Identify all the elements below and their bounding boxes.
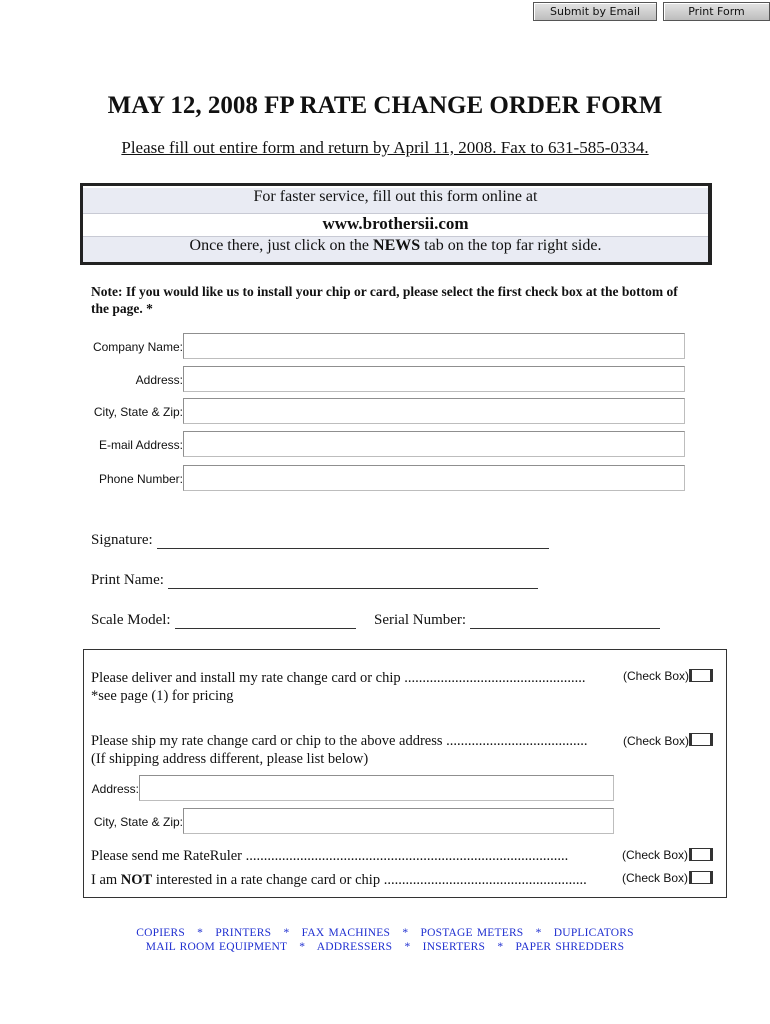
serial-number-line[interactable]	[470, 628, 660, 629]
email-address-label: E-mail Address:	[98, 438, 183, 452]
rateruler-text: Please send me RateRuler .........................................................................................	[91, 848, 569, 864]
print-name-label: Print Name:	[91, 572, 164, 588]
footer-products-line-2: MAIL ROOM EQUIPMENT * ADDRESSERS * INSERTERS * PAPER SHREDDERS	[145, 941, 625, 953]
city-state-zip-field[interactable]	[183, 398, 685, 424]
install-note: Note: If you would like us to install your chip or card, please select the first check box at the bottom of the page. *	[91, 284, 678, 316]
scale-model-line[interactable]	[175, 628, 356, 629]
scale-model-label: Scale Model:	[91, 612, 171, 628]
not-interested-text	[91, 871, 587, 889]
print-name-line[interactable]	[168, 588, 538, 589]
not-emphasis: NOT	[120, 872, 153, 888]
deliver-install-text: Please deliver and install my rate change card or chip ..................................................	[91, 670, 586, 686]
signature-label: Signature:	[91, 532, 153, 548]
ship-address-label: Address:	[91, 782, 139, 796]
company-name-label: Company Name:	[92, 340, 183, 354]
online-line-3-pre: Once there, just click on the	[189, 237, 374, 254]
rateruler-checkbox[interactable]	[689, 848, 713, 861]
online-notice-box	[80, 183, 712, 265]
page-title: MAY 12, 2008 FP RATE CHANGE ORDER FORM	[107, 92, 663, 119]
address-label: Address:	[135, 373, 183, 387]
phone-number-label: Phone Number:	[98, 472, 183, 486]
pricing-note: *see page (1) for pricing	[91, 688, 234, 704]
website-text: www.brothersii.com	[322, 214, 469, 233]
address-field[interactable]	[183, 366, 685, 392]
online-line-1: For faster service, fill out this form online at	[83, 188, 708, 213]
check-box-label: (Check Box)	[623, 669, 690, 683]
check-box-label: (Check Box)	[623, 734, 690, 748]
signature-line[interactable]	[157, 548, 549, 549]
ship-chip-checkbox[interactable]	[689, 733, 713, 746]
footer-products-line-1: COPIERS * PRINTERS * FAX MACHINES * POSTAGE METERS * DUPLICATORS	[136, 927, 634, 939]
shipping-address-note: (If shipping address different, please list below)	[91, 751, 369, 767]
page-subtitle: Please fill out entire form and return by April 11, 2008. Fax to 631-585-0334.	[121, 138, 649, 157]
not-interested-pre: I am	[91, 872, 121, 888]
serial-number-label: Serial Number:	[374, 612, 467, 628]
check-box-label: (Check Box)	[622, 848, 689, 862]
ship-address-field[interactable]	[139, 775, 614, 801]
news-text: NEWS	[373, 237, 421, 254]
ship-chip-text: Please ship my rate change card or chip to the above address .......................................	[91, 733, 588, 749]
print-form-button[interactable]: Print Form	[663, 2, 770, 21]
company-name-field[interactable]	[183, 333, 685, 359]
online-line-3	[83, 237, 708, 262]
submit-by-email-button[interactable]: Submit by Email	[533, 2, 657, 21]
ship-city-state-zip-label: City, State & Zip:	[93, 815, 183, 829]
city-state-zip-label: City, State & Zip:	[93, 405, 183, 419]
not-interested-post: interested in a rate change card or chip ........................................................	[152, 872, 587, 888]
deliver-install-checkbox[interactable]	[689, 669, 713, 682]
phone-number-field[interactable]	[183, 465, 685, 491]
ship-city-state-zip-field[interactable]	[183, 808, 614, 834]
email-address-field[interactable]	[183, 431, 685, 457]
not-interested-checkbox[interactable]	[689, 871, 713, 884]
check-box-label: (Check Box)	[622, 871, 689, 885]
online-line-3-post: tab on the top far right side.	[420, 237, 602, 254]
